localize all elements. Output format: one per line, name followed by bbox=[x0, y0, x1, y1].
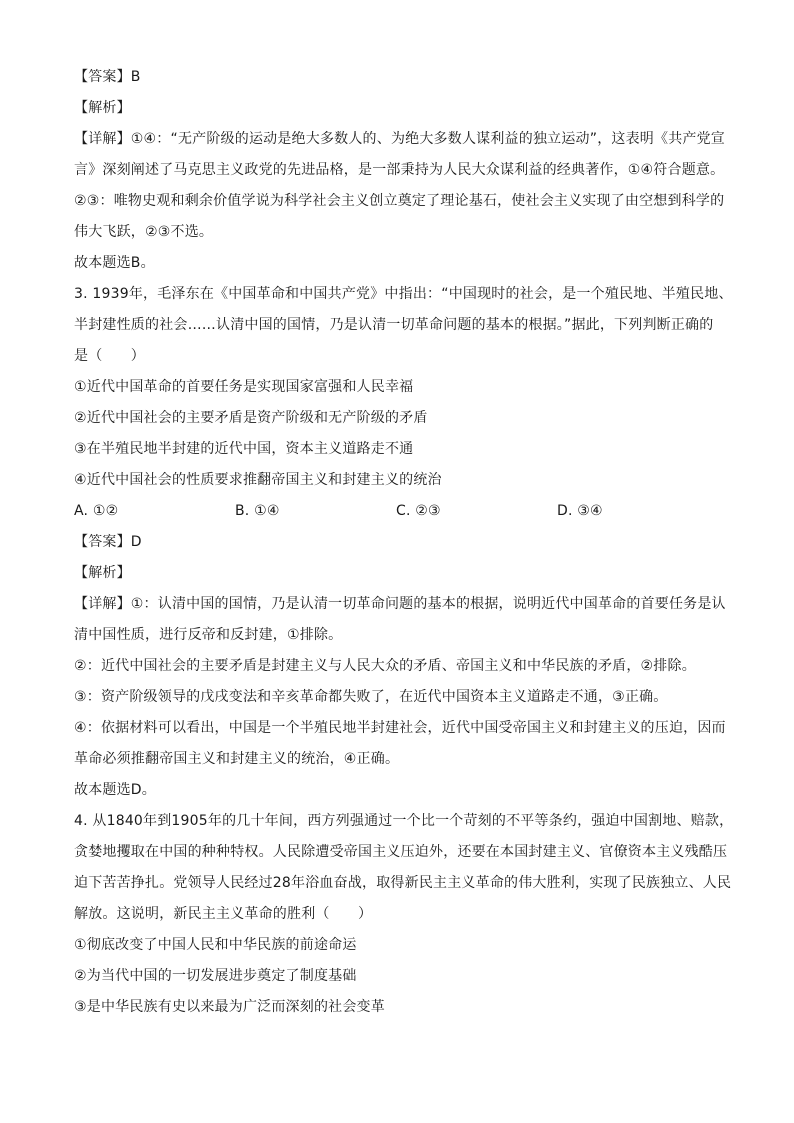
q2-detail-line: 言》深刻阐述了马克思主义政党的先进品格，是一部秉持为人民大众谋利益的经典著作，①④符合题意。 bbox=[74, 162, 725, 178]
q2-analysis-label: 【解析】 bbox=[74, 100, 131, 116]
q3-statement: ②近代中国社会的主要矛盾是资产阶级和无产阶级的矛盾 bbox=[74, 410, 428, 426]
q2-detail-line: ②③：唯物史观和剩余价值学说为科学社会主义创立奠定了理论基石，使社会主义实现了由空想到科学的 bbox=[74, 193, 725, 209]
q3-answer: 【答案】D bbox=[74, 534, 142, 550]
q3-conclusion: 故本题选D。 bbox=[74, 782, 156, 798]
q2-detail-line: 伟大飞跃，②③不选。 bbox=[74, 224, 214, 240]
q3-stem-line: 3. 1939年，毛泽东在《中国革命和中国共产党》中指出：“中国现时的社会，是一个殖民地、半殖民地、 bbox=[74, 286, 733, 302]
q3-option-b: B. ①④ bbox=[235, 503, 280, 519]
q4-stem-line: 4. 从1840年到1905年的几十年间，西方列强通过一个比一个苛刻的不平等条约，强迫中国割地、赔款， bbox=[74, 813, 734, 829]
q2-answer: 【答案】B bbox=[74, 69, 141, 85]
q4-statement: ①彻底改变了中国人民和中华民族的前途命运 bbox=[74, 937, 357, 953]
q3-statement: ④近代中国社会的性质要求推翻帝国主义和封建主义的统治 bbox=[74, 472, 442, 488]
q3-detail-line: ④：依据材料可以看出，中国是一个半殖民地半封建社会，近代中国受帝国主义和封建主义的压迫，因而 bbox=[74, 720, 726, 736]
q3-detail-line: ②：近代中国社会的主要矛盾是封建主义与人民大众的矛盾、帝国主义和中华民族的矛盾，②排除。 bbox=[74, 658, 696, 674]
q2-detail-line: 【详解】①④：“无产阶级的运动是绝大多数人的、为绝大多数人谋利益的独立运动”，这表明《共产党宣 bbox=[74, 131, 726, 147]
q4-stem-line: 解放。这说明，新民主主义革命的胜利（ ） bbox=[74, 906, 373, 922]
q4-statement: ③是中华民族有史以来最为广泛而深刻的社会变革 bbox=[74, 999, 385, 1015]
q3-stem-line: 半封建性质的社会……认清中国的国情，乃是认清一切革命问题的基本的根据。”据此，下列判断正确的 bbox=[74, 317, 714, 333]
q4-stem-line: 贪婪地攫取在中国的种种特权。人民除遭受帝国主义压迫外，还要在本国封建主义、官僚资本主义残酷压 bbox=[74, 844, 728, 860]
q3-detail-line: 清中国性质，进行反帝和反封建，①排除。 bbox=[74, 627, 343, 643]
q3-statement: ③在半殖民地半封建的近代中国，资本主义道路走不通 bbox=[74, 441, 414, 457]
q3-option-c: C. ②③ bbox=[396, 503, 441, 519]
q4-statement: ②为当代中国的一切发展进步奠定了制度基础 bbox=[74, 968, 357, 984]
q3-stem-line: 是（ ） bbox=[74, 348, 145, 364]
q2-conclusion: 故本题选B。 bbox=[74, 255, 155, 271]
q3-option-a: A. ①② bbox=[74, 503, 119, 519]
q3-option-d: D. ③④ bbox=[557, 503, 603, 519]
q4-stem-line: 迫下苦苦挣扎。党领导人民经过28年浴血奋战，取得新民主主义革命的伟大胜利，实现了民族独立、人民 bbox=[74, 875, 732, 891]
q3-statement: ①近代中国革命的首要任务是实现国家富强和人民幸福 bbox=[74, 379, 414, 395]
q3-analysis-label: 【解析】 bbox=[74, 565, 131, 581]
q3-detail-line: 革命必须推翻帝国主义和封建主义的统治，④正确。 bbox=[74, 751, 400, 767]
q3-detail-line: 【详解】①：认清中国的国情，乃是认清一切革命问题的基本的根据，说明近代中国革命的首要任务是认 bbox=[74, 596, 726, 612]
q3-options bbox=[74, 496, 724, 527]
document-page bbox=[74, 62, 734, 1023]
q3-detail-line: ③：资产阶级领导的戊戌变法和辛亥革命都失败了，在近代中国资本主义道路走不通，③正确。 bbox=[74, 689, 668, 705]
